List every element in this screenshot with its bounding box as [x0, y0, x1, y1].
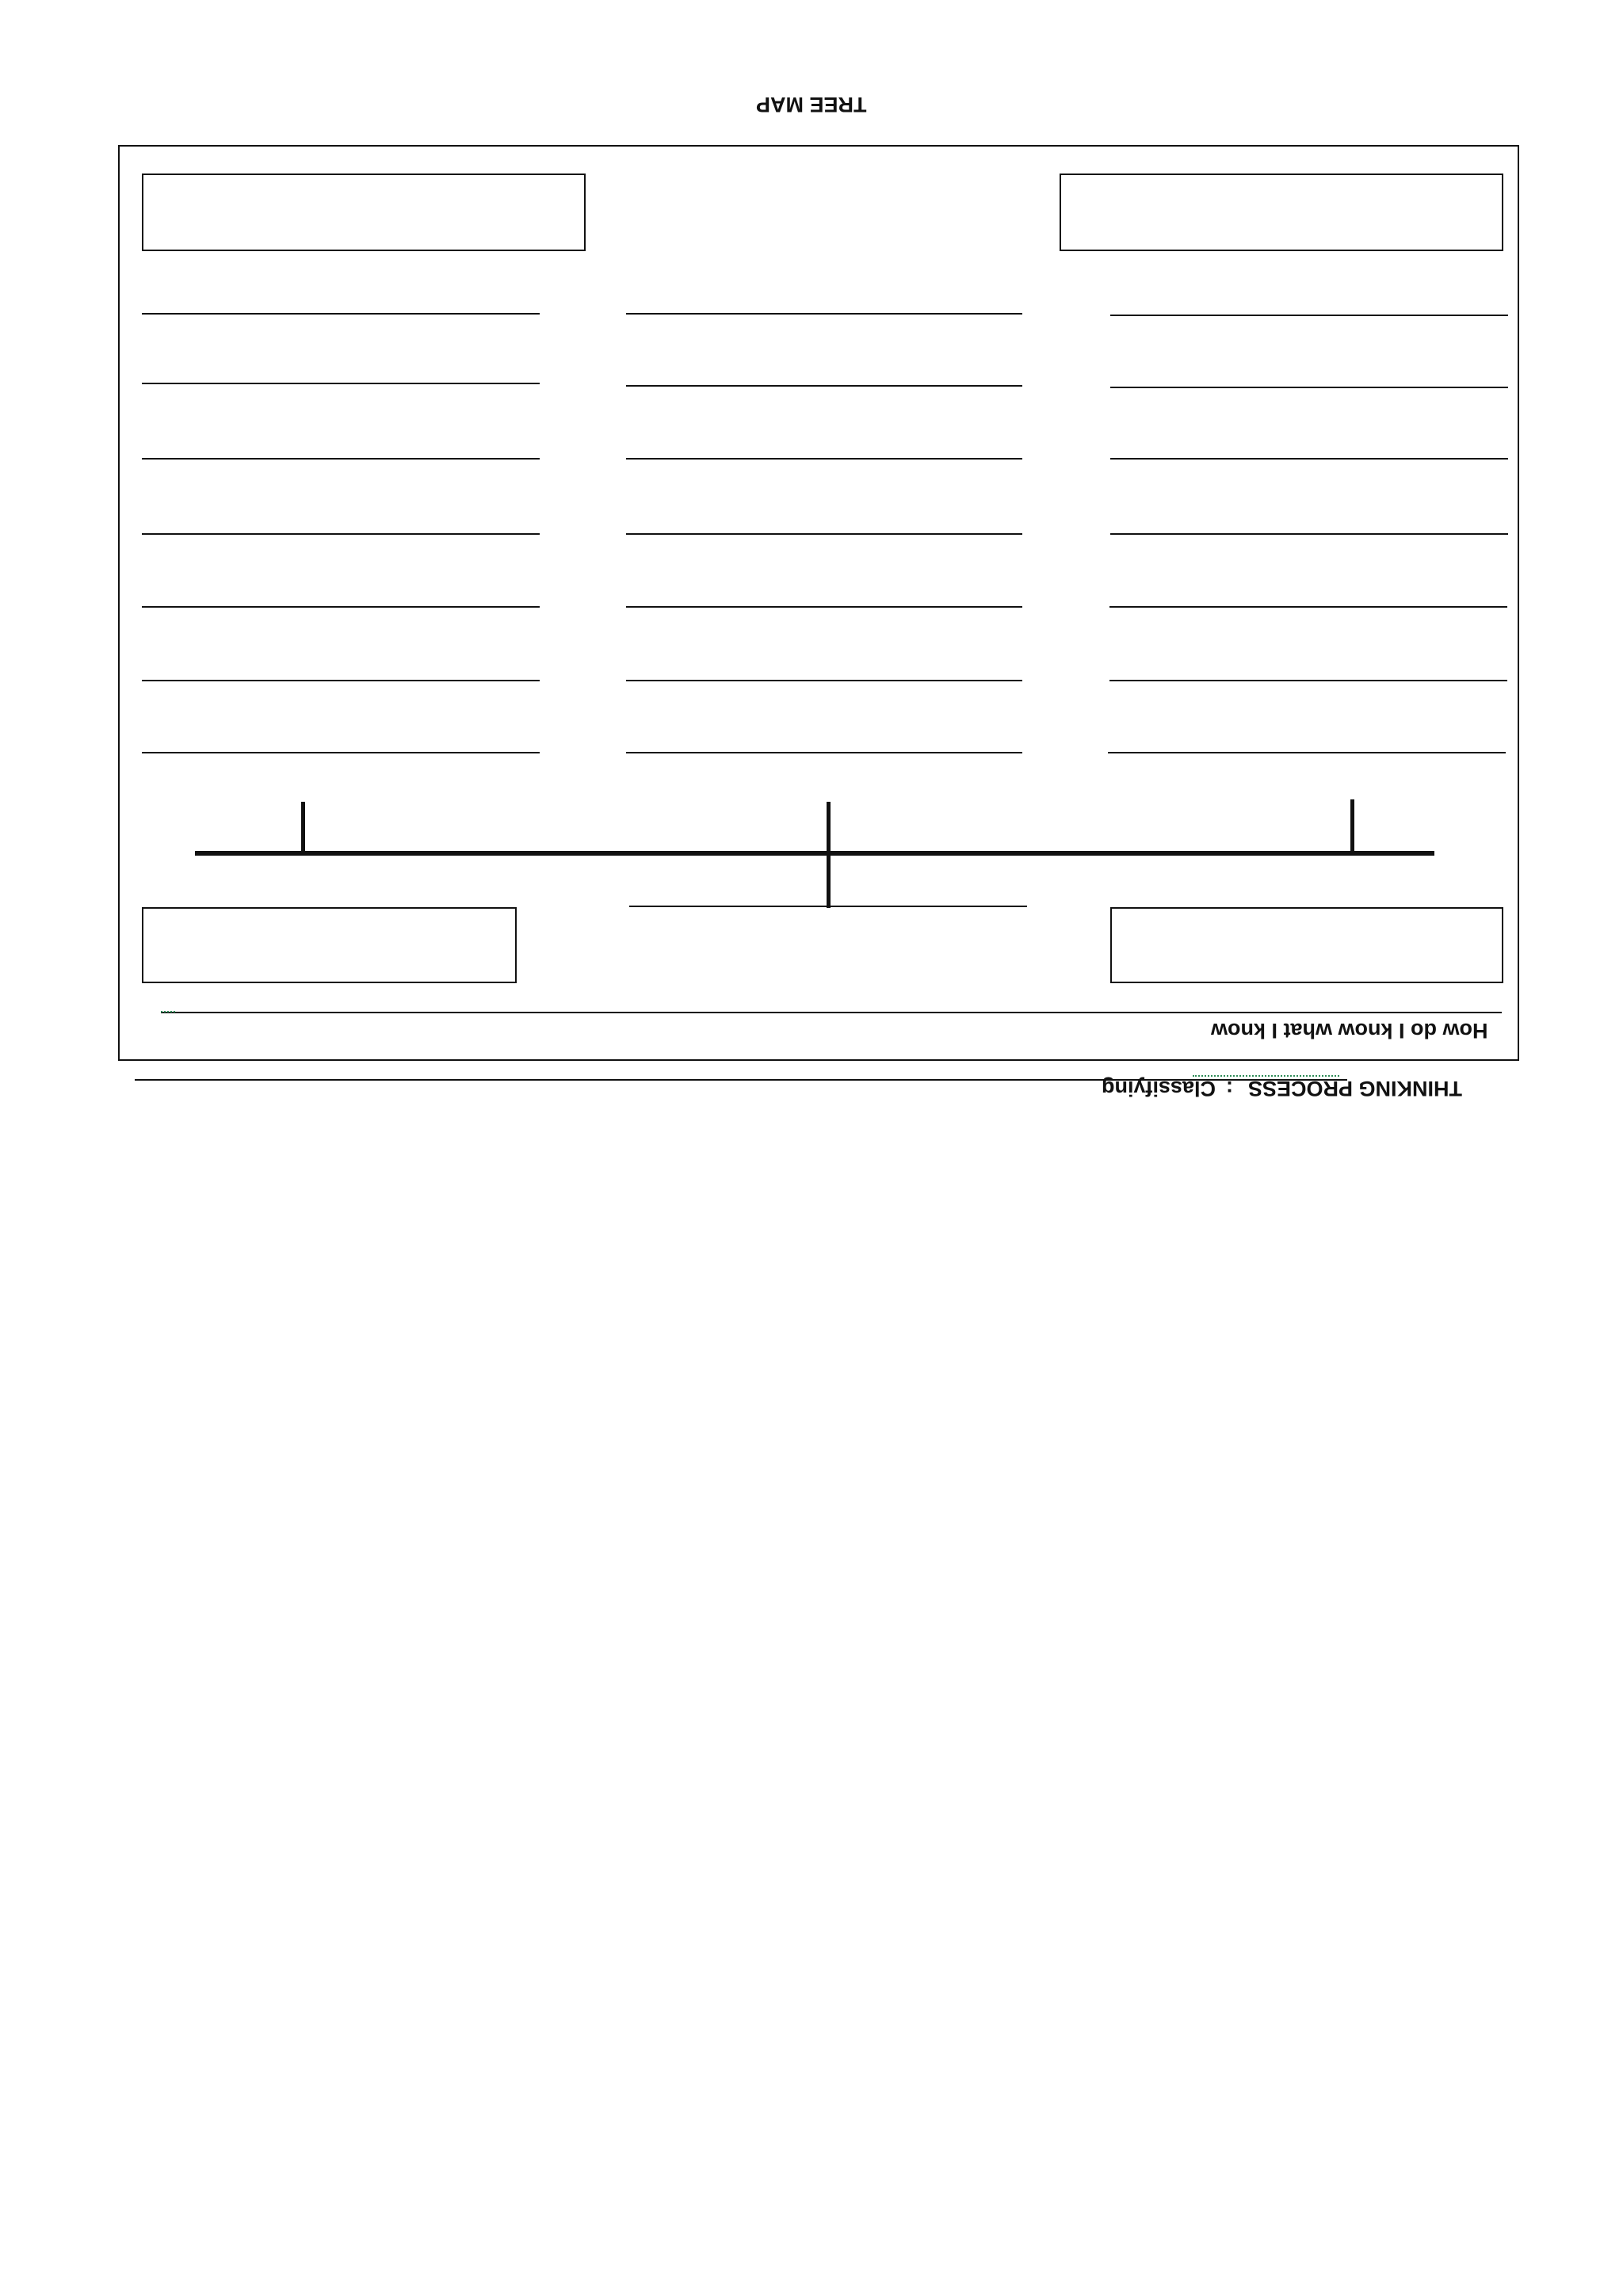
writing-line[interactable]: [142, 458, 540, 460]
tree-tick-right: [1350, 799, 1354, 852]
reflection-box-right[interactable]: [1110, 907, 1503, 983]
spell-check-mark: [161, 1008, 175, 1013]
tree-branch-bar: [195, 851, 1434, 856]
thinking-process-value: Classifying: [1102, 1077, 1216, 1100]
reflection-line[interactable]: [161, 1012, 1502, 1013]
writing-line[interactable]: [142, 606, 540, 608]
writing-line[interactable]: [626, 606, 1022, 608]
writing-line[interactable]: [626, 458, 1022, 460]
writing-line[interactable]: [1110, 387, 1508, 388]
writing-line[interactable]: [626, 313, 1022, 315]
reflection-label: How do I know what I know: [1210, 1019, 1487, 1043]
thinking-process-label: THINKING PROCESS: [1248, 1077, 1463, 1100]
writing-line[interactable]: [1108, 752, 1506, 753]
tree-tick-left: [301, 802, 305, 852]
writing-line[interactable]: [1110, 315, 1508, 316]
writing-line[interactable]: [142, 752, 540, 753]
reflection-box-left[interactable]: [142, 907, 517, 983]
thinking-process-separator: :: [1226, 1077, 1233, 1100]
writing-line[interactable]: [626, 385, 1022, 387]
page-title: TREE MAP: [756, 93, 867, 116]
writing-line[interactable]: [1109, 680, 1507, 681]
topic-line[interactable]: [629, 906, 1027, 907]
writing-line[interactable]: [626, 533, 1022, 535]
tree-map-frame: [118, 145, 1519, 1061]
writing-line[interactable]: [142, 680, 540, 681]
writing-line[interactable]: [1110, 533, 1508, 535]
writing-line[interactable]: [142, 313, 540, 315]
category-box-left[interactable]: [142, 174, 586, 251]
writing-line[interactable]: [1109, 606, 1507, 608]
writing-line[interactable]: [626, 752, 1022, 753]
writing-line[interactable]: [142, 533, 540, 535]
tree-tick-center: [827, 802, 831, 908]
writing-line[interactable]: [142, 383, 540, 384]
writing-line[interactable]: [626, 680, 1022, 681]
category-box-right[interactable]: [1060, 174, 1503, 251]
writing-line[interactable]: [1110, 458, 1508, 460]
